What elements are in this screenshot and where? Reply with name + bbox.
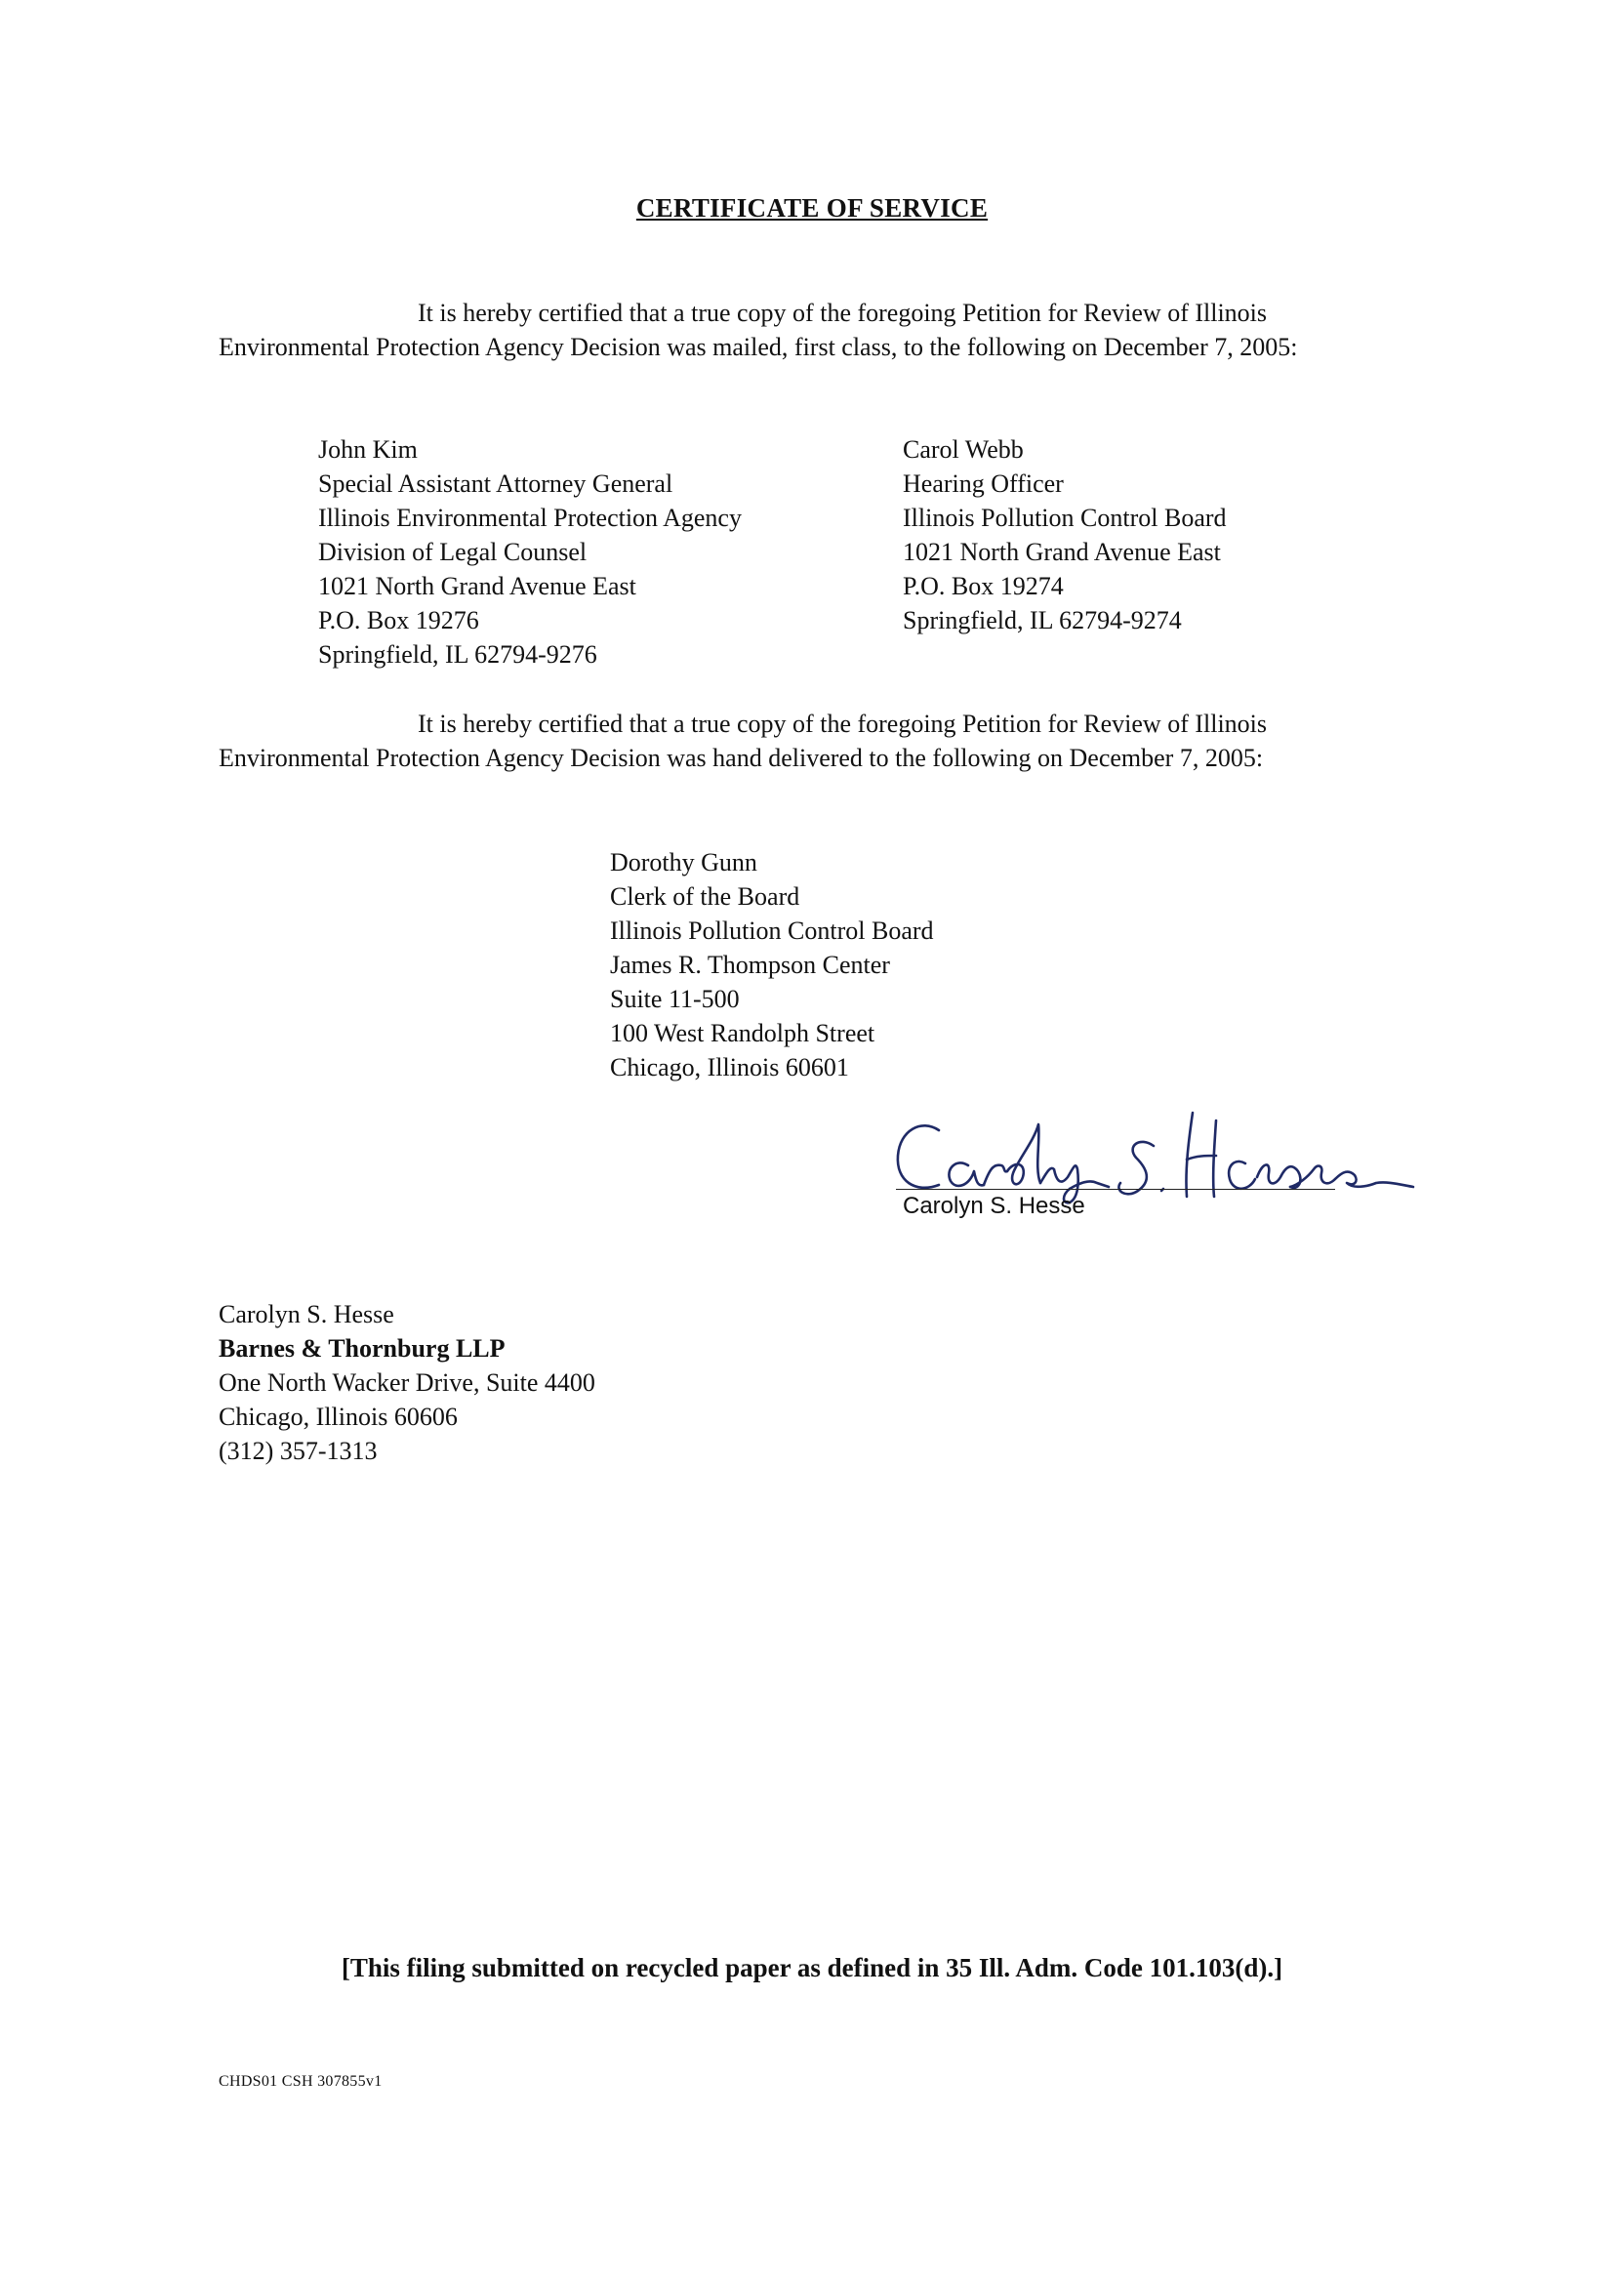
recipient-line: Illinois Environmental Protection Agency	[318, 504, 742, 532]
attorney-name: Carolyn S. Hesse	[219, 1300, 394, 1328]
recipient-line: Carol Webb	[903, 435, 1024, 464]
recipient-line: Springfield, IL 62794-9274	[903, 606, 1182, 634]
firm-phone: (312) 357-1313	[219, 1437, 378, 1465]
recipient-line: Illinois Pollution Control Board	[903, 504, 1227, 532]
recipient-line: Illinois Pollution Control Board	[610, 917, 934, 945]
recycled-paper-notice: [This filing submitted on recycled paper as defined in 35 Ill. Adm. Code 101.103(d).]	[341, 1953, 1283, 1982]
document-id: CHDS01 CSH 307855v1	[219, 2073, 383, 2090]
recipient-line: P.O. Box 19276	[318, 606, 479, 634]
attorney-firm-block	[219, 1297, 595, 1468]
recipient-line: Special Assistant Attorney General	[318, 469, 673, 498]
recipient-block-carol-webb	[903, 432, 1227, 637]
recipient-line: P.O. Box 19274	[903, 572, 1064, 600]
firm-address-line-1: One North Wacker Drive, Suite 4400	[219, 1368, 595, 1397]
firm-name: Barnes & Thornburg LLP	[219, 1334, 506, 1363]
document-title: CERTIFICATE OF SERVICE	[635, 193, 989, 223]
hand-delivery-certification-paragraph: It is hereby certified that a true copy of the foregoing Petition for Review of Illinois Environmental Protection Agency Decision was hand delivered to the following on December 7, 2005:	[219, 710, 1268, 772]
signature-printed-name: Carolyn S. Hesse	[903, 1193, 1085, 1219]
recipient-line: Springfield, IL 62794-9276	[318, 640, 597, 669]
recipient-line: Division of Legal Counsel	[318, 538, 588, 566]
recipient-line: Chicago, Illinois 60601	[610, 1053, 849, 1081]
recipient-line: Dorothy Gunn	[610, 848, 757, 876]
signature-line	[896, 1189, 1335, 1190]
recipient-line: 100 West Randolph Street	[610, 1019, 875, 1047]
firm-address-line-2: Chicago, Illinois 60606	[219, 1403, 458, 1431]
recipient-line: Suite 11-500	[610, 985, 740, 1013]
recipient-line: John Kim	[318, 435, 418, 464]
recipient-line: 1021 North Grand Avenue East	[318, 572, 636, 600]
recipient-line: James R. Thompson Center	[610, 951, 890, 979]
recipient-line: Clerk of the Board	[610, 882, 800, 911]
recipient-block-john-kim	[318, 432, 742, 672]
mail-certification-paragraph: It is hereby certified that a true copy of the foregoing Petition for Review of Illinois Environmental Protection Agency Decision was mailed, first class, to the following on December 7, 2005:	[219, 299, 1298, 361]
recipient-block-dorothy-gunn	[610, 845, 934, 1084]
recipient-line: 1021 North Grand Avenue East	[903, 538, 1221, 566]
recipient-line: Hearing Officer	[903, 469, 1064, 498]
